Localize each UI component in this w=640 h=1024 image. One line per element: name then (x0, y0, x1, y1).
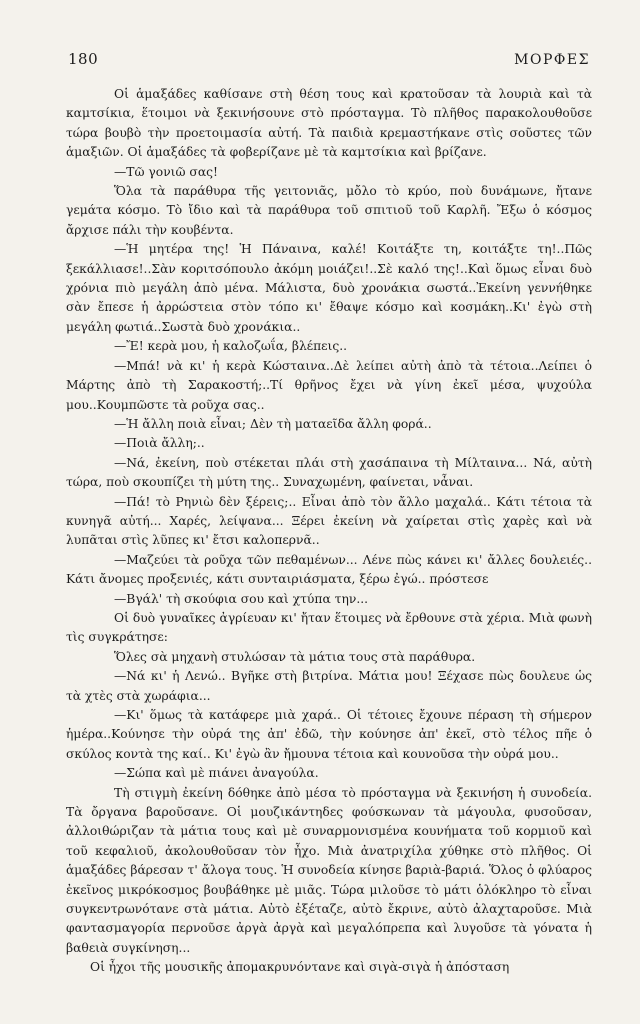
paragraph: —Ἡ μητέρα της! Ἡ Πάναινα, καλέ! Κοιτάξτε τη, κοιτάξτε τη!..Πῶς ξεκάλλιασε!..Σὰν κοριτσόπουλο ἀκόμη μοιάζει!..Σὲ καλό της!..Καὶ ὅμως εἶναι δυὸ χρόνια πιὸ μεγάλη ἀπὸ μένα. Μάλιστα, δυὸ χρονάκια σωστά..Ἐκείνη γεννήθηκε σὰν ἔπεσε ἡ ἀρρώστεια στὸν τόπο κι' ἔθαψε κόσμο καὶ κοσμάκη..Κι' ἐγὼ στὴ μεγάλη φωτιά..Σωστὰ δυὸ χρονάκια.. (66, 242, 592, 334)
paragraph: —Ἡ ἄλλη ποιὰ εἶναι; Δὲν τὴ ματαεῖδα ἄλλη φορά.. (114, 416, 432, 431)
paragraph: Τὴ στιγμὴ ἐκείνη δόθηκε ἀπὸ μέσα τὸ πρόσταγμα νὰ ξεκινήση ἡ συνοδεία. Τὰ ὄργανα βαροῦσανε. Οἱ μουζικάντηδες φούσκωναν τὰ μάγουλα, φυσοῦσαν, ἀλλοιθώριζαν τὰ μάτια τους καὶ μὲ συναρμονισμένα κουνήματα τοῦ κορμιοῦ καὶ τοῦ κεφαλιοῦ, ἀκολουθοῦσαν τὸν ἦχο. Μιὰ ἀνατριχίλα χύθηκε στὸ πλῆθος. Οἱ ἁμαξάδες βάρεσαν τ' ἄλογα τους. Ἡ συνοδεία κίνησε βαριὰ-βαριά. Ὅλος ὁ φλύαρος ἐκεῖνος μικρόκοσμος βουβάθηκε μὲ μιᾶς. Τώρα μιλοῦσε τὸ μάτι ὁλόκληρο τὸ εἶναι συγκεντρωνότανε στὰ μάτια. Αὐτὸ ἐξέταζε, αὐτὸ ἔκρινε, αὐτὸ ἀλαχταροῦσε. Μιὰ φαντασμαγορία περνοῦσε ἀργὰ ἀργὰ καὶ μεγαλόπρεπα καὶ λυγοῦσε τὰ γόνατα ἡ βαθειὰ συγκίνηση... (66, 785, 592, 955)
paragraph: Ὅλες σὰ μηχανὴ στυλώσαν τὰ μάτια τους στὰ παράθυρα. (114, 649, 476, 664)
page-header (68, 50, 590, 68)
body-text (66, 85, 592, 978)
paragraph: —Ποιὰ ἄλλη;.. (114, 436, 205, 451)
paragraph: —Μαζεύει τὰ ροῦχα τῶν πεθαμένων... Λένε πὼς κάνει κι' ἄλλες δουλειές.. Κάτι ἄνομες προξενιές, κάτι συνταιριάσματα, ξέρω ἐγώ.. πρόστεσε (66, 552, 592, 587)
paragraph: —Ἔ! κερὰ μου, ἡ καλοζωΐα, βλέπεις.. (114, 339, 348, 354)
paragraph: —Νά κι' ἡ Λενώ.. Βγῆκε στὴ βιτρίνα. Μάτια μου! Ξέχασε πὼς δουλευε ὡς τὰ χτὲς στὰ χωράφια... (66, 669, 592, 703)
paragraph: —Τῶ γονιῶ σας! (114, 164, 218, 179)
paragraph: —Νά, ἐκείνη, ποὺ στέκεται πλάι στὴ χασάπαινα τὴ Μίλταινα... Νά, αὐτὴ τώρα, ποὺ σκουπίζει τὴ μύτη της.. Συναχωμένη, φαίνεται, νἆναι. (66, 455, 592, 490)
running-title: ΜΟΡΦΕΣ (514, 52, 590, 68)
paragraph: —Μπά! νὰ κι' ἡ κερὰ Κώσταινα..Δὲ λείπει αὐτὴ ἀπὸ τὰ τέτοια..Λείπει ὁ Μάρτης ἀπὸ τὴ Σαρακοστή;..Τί θρῆνος ἔχει νὰ γίνη ἐκεῖ μέσα, ψυχούλα μου..Κουμπῶστε τὰ ροῦχα σας.. (66, 358, 592, 412)
paragraph: —Πά! τὸ Ρηνιὼ δὲν ξέρεις;.. Εἶναι ἀπὸ τὸν ἄλλο μαχαλά.. Κάτι τέτοια τὰ κυνηγᾶ αὐτή... Χαρές, λείψανα... Ξέρει ἐκείνη νὰ χαίρεται στὶς χαρὲς καὶ νὰ λυπᾶται στὶς λῦπες κι' ἔτσι καλοπερνᾶ.. (66, 494, 592, 548)
paragraph: Ὅλα τὰ παράθυρα τῆς γειτονιᾶς, μὄλο τὸ κρύο, ποὺ δυνάμωνε, ἤτανε γεμάτα κόσμο. Τὸ ἴδιο καὶ τὰ παράθυρα τοῦ σπιτιοῦ τοῦ Καρλῆ. Ἔξω ὁ κόσμος ἄρχισε πάλι τὴν κουβέντα. (66, 184, 592, 237)
paragraph: Οἱ ἦχοι τῆς μουσικῆς ἀπομακρυνόντανε καὶ σιγὰ-σιγὰ ἡ ἀπόσταση (90, 960, 510, 975)
paragraph: —Κι' ὅμως τὰ κατάφερε μιὰ χαρά.. Οἱ τέτοιες ἔχουνε πέραση τὴ σήμερον ἡμέρα..Κούνησε τὴν οὐρά της ἀπ' ἐδῶ, τὴν κούνησε ἀπ' ἐκεῖ, στὸ τέλος πῆε ὁ σκύλος κοντὰ της καί.. Κι' ἐγὼ ἂν ἤμουνα τέτοια καὶ κουνοῦσα τὴν οὐρά μου.. (66, 708, 592, 761)
paragraph: Οἱ ἁμαξάδες καθίσανε στὴ θέση τους καὶ κρατοῦσαν τὰ λουριὰ καὶ τὰ καμτσίκια, ἕτοιμοι νὰ ξεκινήσουνε στὸ πρόσταγμα. Τὸ πλῆθος παρακολουθοῦσε τώρα βουβὸ τὴν προετοιμασία αὐτή. Τὰ παιδιὰ κρεμαστήκανε στὶς σοῦστες τῶν ἁμαξιῶν. Οἱ ἁμαξάδες τὰ φοβερίζανε μὲ τὰ καμτσίκια καὶ βρίζανε. (66, 87, 592, 160)
page-number: 180 (68, 50, 99, 68)
paragraph: Οἱ δυὸ γυναῖκες ἀγρίευαν κι' ἤταν ἕτοιμες νὰ ἔρθουνε στὰ χέρια. Μιὰ φωνὴ τὶς συγκράτησε: (66, 610, 592, 645)
paragraph: —Βγάλ' τὴ σκούφια σου καὶ χτύπα την... (114, 591, 369, 606)
paragraph: —Σώπα καὶ μὲ πιάνει ἀναγούλα. (114, 766, 319, 781)
